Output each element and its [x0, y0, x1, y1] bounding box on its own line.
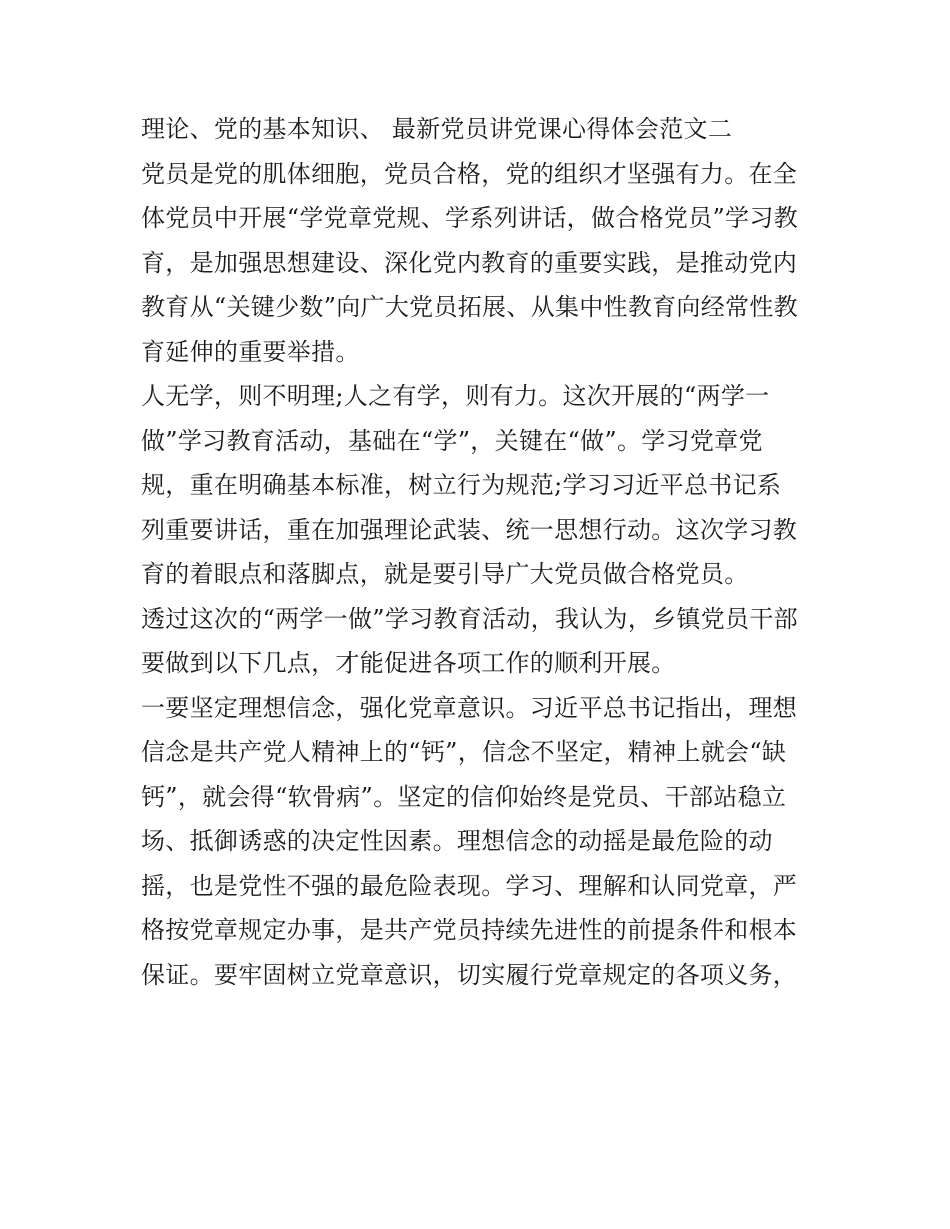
text-line: 钙”，就会得“软骨病”。坚定的信仰始终是党员、干部站稳立: [141, 782, 787, 811]
text-line: 育的着眼点和落脚点，就是要引导广大党员做合格党员。: [141, 560, 749, 588]
text-line: 格按党章规定办事，是共产党员持续先进性的前提条件和根本: [141, 916, 798, 944]
text-line: 人无学，则不明理;人之有学，则有力。这次开展的“两学一: [141, 382, 770, 410]
text-line: 党员是党的肌体细胞，党员合格，党的组织才坚强有力。在全: [141, 159, 798, 188]
document-body: [141, 107, 821, 997]
text-line: 体党员中开展“学党章党规、学系列讲话，做合格党员”学习教: [141, 204, 798, 232]
text-line: 理论、党的基本知识、 最新党员讲党课心得体会范文二: [141, 115, 733, 143]
text-line: 场、抵御诱惑的决定性因素。理想信念的动摇是最危险的动: [141, 827, 773, 855]
text-line: 列重要讲话，重在加强理论武装、统一思想行动。这次学习教: [141, 515, 798, 544]
text-line: 透过这次的“两学一做”学习教育活动，我认为，乡镇党员干部: [141, 604, 798, 633]
text-line: 一要坚定理想信念，强化党章意识。习近平总书记指出，理想: [141, 693, 798, 722]
text-line: 摇，也是党性不强的最危险表现。学习、理解和认同党章，严: [141, 871, 798, 900]
text-line: 保证。要牢固树立党章意识，切实履行党章规定的各项义务，: [141, 960, 798, 989]
text-line: 规，重在明确基本标准，树立行为规范;学习习近平总书记系: [141, 471, 782, 499]
text-line: 要做到以下几点，才能促进各项工作的顺利开展。: [141, 649, 676, 677]
text-line: 育延伸的重要举措。: [141, 337, 360, 366]
text-line: 信念是共产党人精神上的“钙”，信念不坚定，精神上就会“缺: [141, 738, 787, 766]
text-line: 做”学习教育活动，基础在“学”，关键在“做”。学习党章党: [141, 426, 763, 455]
text-line: 育，是加强思想建设、深化党内教育的重要实践，是推动党内: [141, 248, 798, 277]
text-line: 教育从“关键少数”向广大党员拓展、从集中性教育向经常性教: [141, 293, 798, 321]
